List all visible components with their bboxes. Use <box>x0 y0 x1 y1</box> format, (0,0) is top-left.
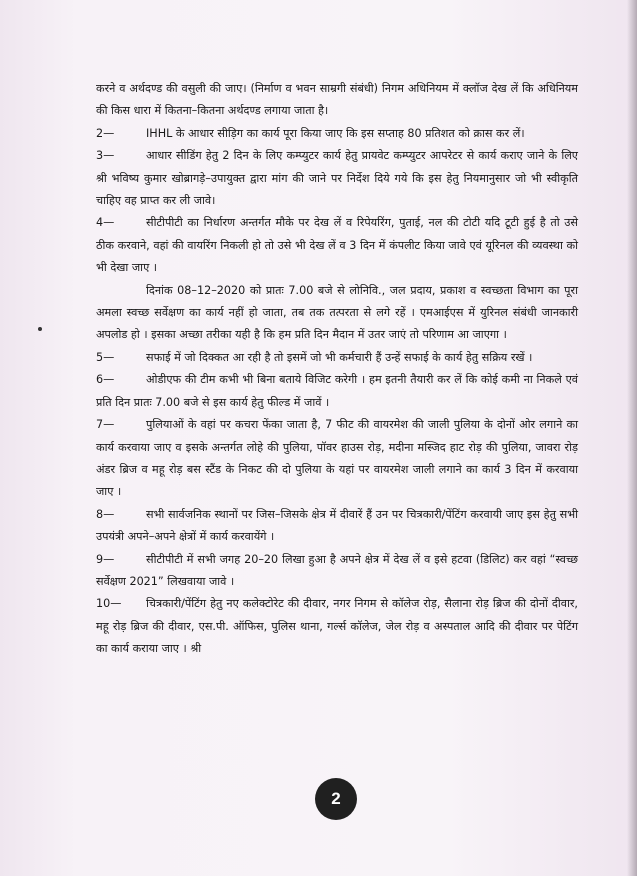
item-number: 10— <box>96 597 122 611</box>
item-number: 8— <box>96 507 115 521</box>
item-number: 4— <box>96 216 115 230</box>
paragraph-text: दिनांक 08–12–2020 को प्रातः 7.00 बजे से लोनिवि., जल प्रदाय, प्रकाश व स्वच्छता विभाग का पूरा अमला स्वच्छ सर्वेक्षण का कार्य नहीं हो जाता, तब तक तत्परता से लगे रहें । एमआईएस में युरिनल संबंधी जानकारी अपलोड हो । इसका अच्छा तरीका यही है कि हम प्रति दिन मैदान में उतर जाएं तो परिणाम आ जाएगा । <box>96 283 578 342</box>
paragraph-9 <box>96 549 578 594</box>
paragraph-date-note <box>96 280 578 347</box>
item-number: 9— <box>96 552 115 566</box>
item-number: 6— <box>96 373 115 387</box>
paragraph-text: चित्रकारी/पेंटिंग हेतु नए कलेक्टोरेट की दीवार, नगर निगम से कॉलेज रोड़, सैलाना रोड़ ब्रिज की दोनों दीवार, महू रोड़ ब्रिज की दीवार, एस.पी. ऑफिस, पुलिस थाना, गर्ल्स कॉलेज, जेल रोड़ व अस्पताल आदि की दीवार पर पेटिंग का कार्य कराया जाए । श्री <box>96 597 578 656</box>
paragraph-5 <box>96 347 578 369</box>
paragraph-text: सीटीपीटी का निर्धारण अन्तर्गत मौके पर देख लें व रिपेयरिंग, पुताई, नल की टोटी यदि टूटी हुई है तो उसे ठीक करवाने, वहां की वायरिंग निकली हो तो उसे भी देख लें व 3 दिन में कंपलीट किया जावे एवं यूरिनल की व्यवस्था को भी देखा जाए । <box>96 216 578 275</box>
paragraph-2 <box>96 123 578 145</box>
paragraph-text: आधार सीडिंग हेतु 2 दिन के लिए कम्प्युटर कार्य हेतु प्रायवेट कम्प्युटर आपरेटर से कार्य कराए जाने के लिए श्री भविष्य कुमार खोब्रागड़े–उपायुक्त द्वारा मांग की जाने पर निर्देश दिये गये कि इस हेतु नियमानुसार जो भी स्वीकृति चाहिए वह प्राप्त कर ली जावे। <box>96 149 578 208</box>
paragraph-text: करने व अर्थदण्ड की वसुली की जाए। (निर्माण व भवन साम्रगी संबंधी) निगम अधिनियम में क्लॉज देख लें कि अधिनियम की किस धारा में कितना–कितना अर्थदण्ड लगाया जाता है। <box>96 82 578 118</box>
paragraph-3 <box>96 145 578 212</box>
item-number: 5— <box>96 350 115 364</box>
paragraph-8 <box>96 504 578 549</box>
page-edge-shadow <box>627 0 637 876</box>
paragraph-text: पुलियाओं के वहां पर कचरा फेंका जाता है, 7 फीट की वायरमेश की जाली पुलिया के दोनों ओर लगाने का कार्य करवाया जाए व इसके अन्तर्गत लोहे की पुलिया, पॉवर हाउस रोड़, मदीना मस्जिद हाट रोड़ की पुलिया, जावरा रोड़ अंडर ब्रिज व महू रोड़ बस स्टैंड के निकट की दो पुलिया के यहां पर वायरमेश जाली लगाने का कार्य 3 दिन में करवाया जाए । <box>96 418 578 499</box>
paragraph-6 <box>96 369 578 414</box>
item-number: 2— <box>96 126 115 140</box>
paragraph-text: सफाई में जो दिक्कत आ रही है तो इसमें जो भी कर्मचारी हैं उन्हें सफाई के कार्य हेतु सक्रिय रखें । <box>146 350 533 364</box>
paragraph-text: IHHL के आधार सीड़िग का कार्य पूरा किया जाए कि इस सप्ताह 80 प्रतिशत को क्रास कर लें। <box>146 126 525 140</box>
page-number-badge: 2 <box>315 778 357 820</box>
item-number: 3— <box>96 149 115 163</box>
paragraph-continuation <box>96 78 578 123</box>
paragraph-text: ओडीएफ की टीम कभी भी बिना बताये विजिट करेगी । हम इतनी तैयारी कर लें कि कोई कमी ना निकले एवं प्रति दिन प्रातः 7.00 बजे से इस कार्य हेतु फील्ड में जावें । <box>96 373 578 409</box>
punch-mark <box>38 327 42 331</box>
paragraph-text: सीटीपीटी में सभी जगह 20–20 लिखा हुआ है अपने क्षेत्र में देख लें व इसे हटवा (डिलिट) कर वहां “स्वच्छ सर्वेक्षण 2021” लिखवाया जावे । <box>96 552 578 588</box>
paragraph-4 <box>96 212 578 279</box>
paragraph-text: सभी सार्वजनिक स्थानों पर जिस–जिसके क्षेत्र में दीवारें हैं उन पर चित्रकारी/पेंटिंग करवायी जाए इस हेतु सभी उपयंत्री अपने–अपने क्षेत्रों में कार्य करवायेंगे । <box>96 507 578 544</box>
paragraph-10 <box>96 593 578 660</box>
item-number: 7— <box>96 418 115 432</box>
paragraph-7 <box>96 414 578 504</box>
document-body <box>96 78 578 661</box>
